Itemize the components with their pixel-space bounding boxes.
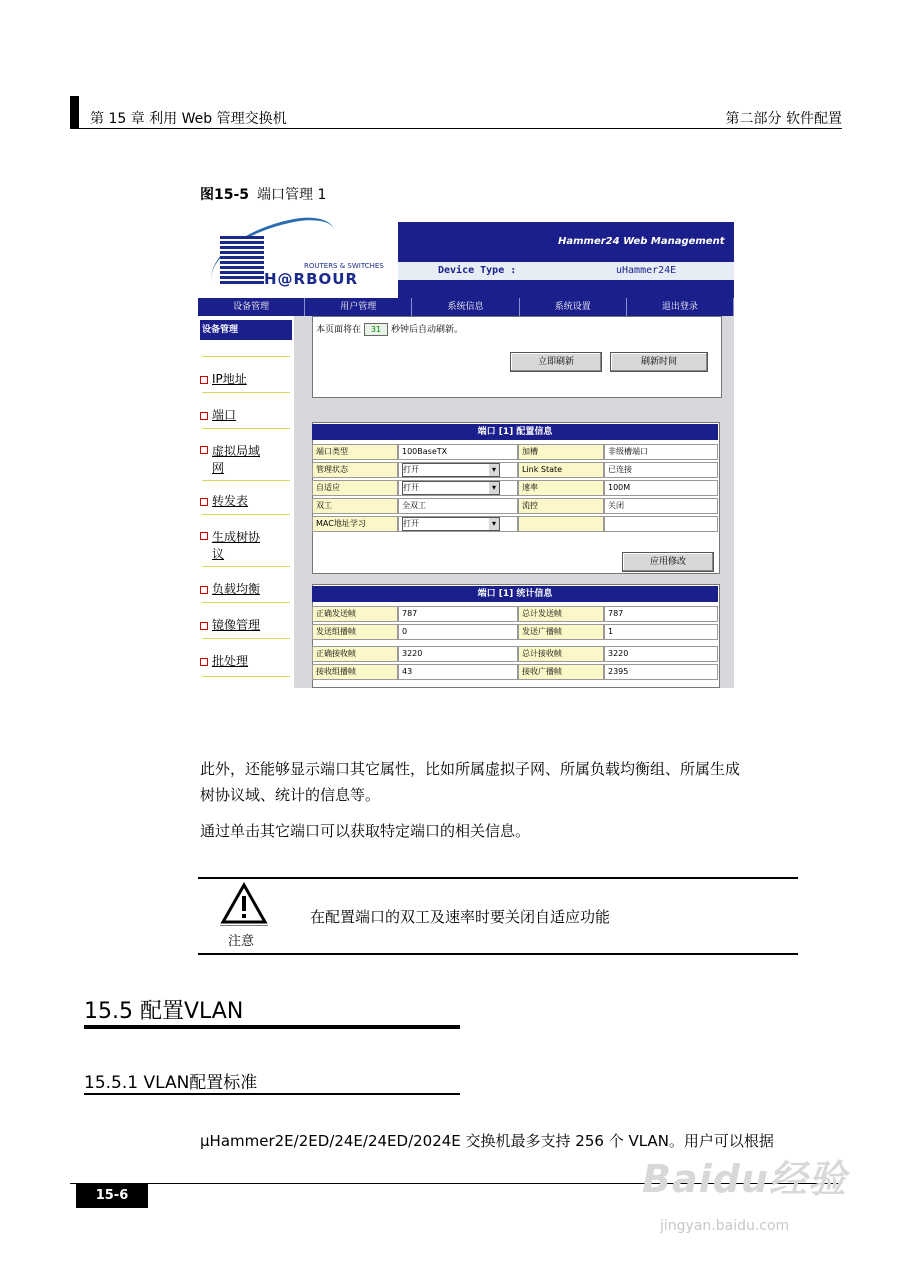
sidebar-item-mirror[interactable] (200, 616, 294, 633)
mac-learning-cell (398, 516, 518, 532)
sidebar-item-label: 批处理 (212, 654, 249, 668)
refresh-prefix: 本页面将在 (316, 325, 362, 335)
sidebar-divider (202, 566, 290, 567)
sidebar-item-label: 生成树协议 (212, 530, 261, 561)
paragraph-1-line-1: 此外，还能够显示端口其它属性，比如所属虚拟子网、所属负载均衡组、所属生成 (200, 760, 741, 778)
config-label: MAC地址学习 (312, 516, 398, 532)
mac-learning-select[interactable]: 打开 ▾ (402, 517, 500, 531)
refresh-suffix: 秒钟后自动刷新。 (391, 325, 464, 335)
paragraph-1-line-2: 树协议域、统计的信息等。 (200, 786, 381, 804)
logo-mark (220, 236, 264, 286)
refresh-text (316, 322, 463, 336)
refresh-now-button[interactable]: 立即刷新 (510, 352, 602, 372)
stats-label: 接收组播帧 (312, 664, 398, 680)
stats-value: 1 (604, 624, 718, 640)
port-management-screenshot (198, 216, 734, 688)
header-bar (70, 96, 79, 129)
page-number: 15-6 (76, 1184, 148, 1208)
bullet-icon (200, 622, 208, 630)
sidebar-divider (202, 356, 290, 357)
subsection-heading-rule (84, 1093, 460, 1095)
bullet-icon (200, 446, 208, 454)
autoneg-cell (398, 480, 518, 496)
config-value: 已连接 (604, 462, 718, 478)
sidebar-item-ip[interactable] (200, 370, 294, 387)
stats-label: 发送组播帧 (312, 624, 398, 640)
stats-value: 2395 (604, 664, 718, 680)
warning-icon (220, 882, 268, 930)
logo-tagline: ROUTERS & SWITCHES (304, 262, 384, 270)
sidebar-item-label: 镜像管理 (212, 618, 261, 632)
sidebar-item-label: IP地址 (212, 372, 247, 386)
bullet-icon (200, 532, 208, 540)
stats-label: 总计接收帧 (518, 646, 604, 662)
device-type-label: Device Type : (438, 265, 517, 276)
config-label (518, 516, 604, 532)
stats-label: 正确发送帧 (312, 606, 398, 622)
config-label: 速率 (518, 480, 604, 496)
sidebar-divider (202, 676, 290, 677)
sidebar-item-label: 转发表 (212, 494, 249, 508)
nav-device[interactable]: 设备管理 (198, 298, 305, 316)
paragraph-2: 通过单击其它端口可以获取特定端口的相关信息。 (200, 822, 531, 840)
note-label: 注意 (228, 934, 255, 949)
stats-value: 3220 (398, 646, 518, 662)
config-label: 管理状态 (312, 462, 398, 478)
refresh-seconds[interactable]: 31 (364, 323, 388, 336)
sidebar-title: 设备管理 (200, 320, 292, 340)
section-heading-rule (84, 1025, 460, 1029)
note-bottom-rule (198, 953, 798, 955)
part-title: 第二部分 软件配置 (725, 111, 842, 127)
config-value: 全双工 (398, 498, 518, 514)
sidebar-divider (202, 514, 290, 515)
chapter-title: 第 15 章 利用 Web 管理交换机 (90, 111, 287, 127)
app-title: Hammer24 Web Management (558, 236, 725, 247)
figure-number: 图15-5 (200, 187, 250, 203)
section-heading: 15.5 配置VLAN (84, 999, 244, 1024)
paragraph-1 (200, 756, 840, 808)
stats-label: 接收广播帧 (518, 664, 604, 680)
admin-status-select[interactable]: 打开 ▾ (402, 463, 500, 477)
config-value: 100M (604, 480, 718, 496)
paragraph-3: μHammer2E/2ED/24E/24ED/2024E 交换机最多支持 256 个 VLAN。用户可以根据 (200, 1132, 774, 1150)
device-type-value: uHammer24E (616, 265, 677, 276)
sidebar-item-label: 端口 (212, 408, 237, 422)
top-banner (398, 222, 734, 298)
nav-sysinfo[interactable]: 系统信息 (412, 298, 519, 316)
sidebar-item-vlan[interactable] (200, 442, 294, 476)
sidebar-divider (202, 602, 290, 603)
nav-logout[interactable]: 退出登录 (627, 298, 734, 316)
note-text: 在配置端口的双工及速率时要关闭自适应功能 (310, 908, 611, 926)
sidebar-item-loadbalance[interactable] (200, 580, 294, 597)
nav-syssettings[interactable]: 系统设置 (520, 298, 627, 316)
config-label: 双工 (312, 498, 398, 514)
header-rule (70, 128, 842, 129)
config-label: 自适应 (312, 480, 398, 496)
stats-label: 总计发送帧 (518, 606, 604, 622)
top-nav (198, 298, 734, 316)
watermark-brand: Baidu经验 (642, 1157, 847, 1201)
stats-title: 端口 [1] 统计信息 (312, 586, 718, 602)
stats-value: 787 (398, 606, 518, 622)
bullet-icon (200, 498, 208, 506)
config-label: 流控 (518, 498, 604, 514)
watermark-url: jingyan.baidu.com (660, 1218, 790, 1234)
config-label: 加槽 (518, 444, 604, 460)
sidebar-item-port[interactable] (200, 406, 294, 423)
figure-caption (200, 184, 326, 204)
figure-title: 端口管理 1 (257, 187, 327, 203)
stats-value: 3220 (604, 646, 718, 662)
stats-value: 787 (604, 606, 718, 622)
config-title: 端口 [1] 配置信息 (312, 424, 718, 440)
config-label: Link State (518, 462, 604, 478)
stats-label: 发送广播帧 (518, 624, 604, 640)
config-label: 端口类型 (312, 444, 398, 460)
apply-button[interactable]: 应用修改 (622, 552, 714, 572)
config-value (604, 516, 718, 532)
refresh-time-button[interactable]: 刷新时间 (610, 352, 708, 372)
sidebar-divider (202, 638, 290, 639)
stats-value: 43 (398, 664, 518, 680)
subsection-heading: 15.5.1 VLAN配置标准 (84, 1073, 258, 1093)
sidebar-item-label: 负载均衡 (212, 582, 261, 596)
sidebar-divider (202, 392, 290, 393)
stats-label: 正确接收帧 (312, 646, 398, 662)
sidebar-item-batch[interactable] (200, 652, 294, 669)
sidebar-item-forwarding[interactable] (200, 492, 294, 509)
stats-value: 0 (398, 624, 518, 640)
config-value: 关闭 (604, 498, 718, 514)
bullet-icon (200, 376, 208, 384)
config-value: 非级槽端口 (604, 444, 718, 460)
autoneg-select[interactable]: 打开 ▾ (402, 481, 500, 495)
nav-user[interactable]: 用户管理 (305, 298, 412, 316)
bullet-icon (200, 658, 208, 666)
note-top-rule (198, 877, 798, 879)
bullet-icon (200, 412, 208, 420)
bullet-icon (200, 586, 208, 594)
logo-text: H@RBOUR (264, 270, 359, 288)
sidebar-item-stp[interactable] (200, 528, 294, 562)
config-value: 100BaseTX (398, 444, 518, 460)
sidebar-divider (202, 480, 290, 481)
sidebar-item-label: 虚拟局域网 (212, 444, 261, 475)
sidebar-divider (202, 428, 290, 429)
admin-status-cell (398, 462, 518, 478)
